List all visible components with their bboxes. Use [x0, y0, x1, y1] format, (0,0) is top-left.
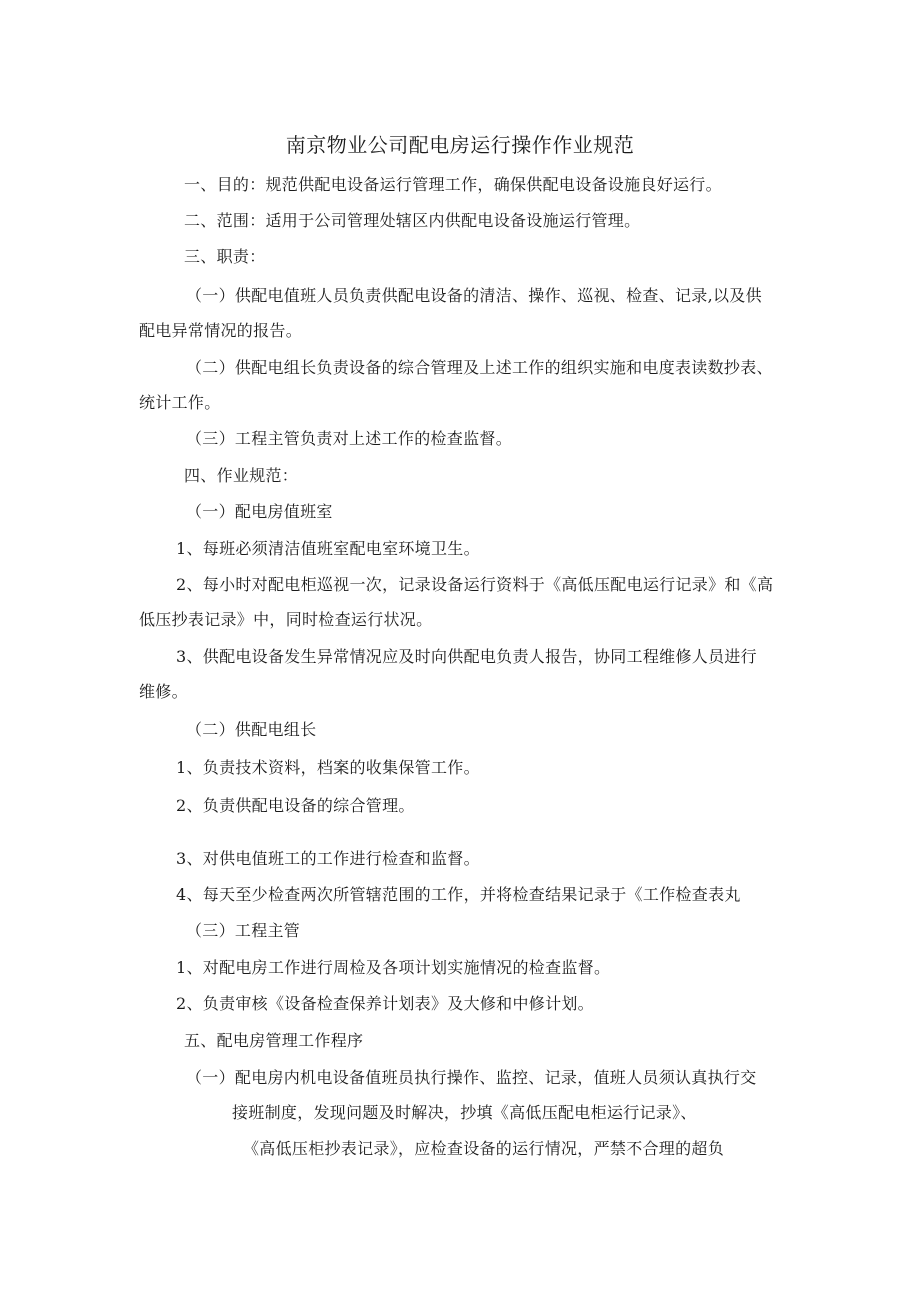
- section-heading-procedure: 五、配电房管理工作程序: [184, 1031, 364, 1050]
- leader-item-2: 2、负责供配电设备的综合管理。: [176, 796, 415, 815]
- scope-line: 二、范围：适用于公司管理处辖区内供配电设备设施运行管理。: [184, 211, 641, 230]
- duty-item-1-cont: 配电异常情况的报告。: [139, 321, 303, 340]
- procedure-item-1-cont-2: 《高低压柜抄表记录》，应检查设备的运行情况，严禁不合理的超负: [243, 1139, 725, 1158]
- leader-item-4: 4、每天至少检查两次所管辖范围的工作，并将检查结果记录于《工作检查表丸: [176, 885, 741, 904]
- procedure-item-1-cont-1: 接班制度，发现问题及时解决，抄填《高低压配电柜运行记录》、: [232, 1103, 697, 1122]
- norm-item-3: 3、供配电设备发生异常情况应及时向供配电负责人报告，协同工程维修人员进行: [176, 647, 757, 666]
- leader-item-1: 1、负责技术资料，档案的收集保管工作。: [176, 758, 480, 777]
- purpose-line: 一、目的：规范供配电设备运行管理工作，确保供配电设备设施良好运行。: [184, 175, 722, 194]
- leader-item-3: 3、对供电值班工的工作进行检查和监督。: [176, 849, 480, 868]
- procedure-item-1: （一）配电房内机电设备值班员执行操作、监控、记录，值班人员须认真执行交: [186, 1068, 757, 1087]
- document-title: 南京物业公司配电房运行操作作业规范: [285, 133, 635, 157]
- duty-item-1: （一）供配电值班人员负责供配电设备的清洁、操作、巡视、检查、记录,以及供: [186, 286, 762, 305]
- norm-item-3-cont: 维修。: [139, 682, 188, 701]
- supervisor-item-2: 2、负责审核《设备检查保养计划表》及大修和中修计划。: [176, 994, 594, 1013]
- subsection-duty-room: （一）配电房值班室: [186, 502, 333, 521]
- duty-item-3: （三）工程主管负责对上述工作的检查监督。: [186, 429, 513, 448]
- subsection-engineering-supervisor: （三）工程主管: [186, 921, 301, 940]
- duty-item-2-cont: 统计工作。: [139, 393, 221, 412]
- supervisor-item-1: 1、对配电房工作进行周检及各项计划实施情况的检查监督。: [176, 958, 611, 977]
- section-heading-norms: 四、作业规范：: [184, 466, 299, 485]
- norm-item-2: 2、每小时对配电柜巡视一次，记录设备运行资料于《高低压配电运行记录》和《高: [176, 575, 774, 594]
- norm-item-2-cont: 低压抄表记录》中，同时检查运行状况。: [139, 610, 433, 629]
- duty-item-2: （二）供配电组长负责设备的综合管理及上述工作的组织实施和电度表读数抄表、: [186, 358, 773, 377]
- norm-item-1: 1、每班必须清洁值班室配电室环境卫生。: [176, 539, 480, 558]
- subsection-group-leader: （二）供配电组长: [186, 720, 317, 739]
- section-heading-duties: 三、职责：: [184, 247, 266, 266]
